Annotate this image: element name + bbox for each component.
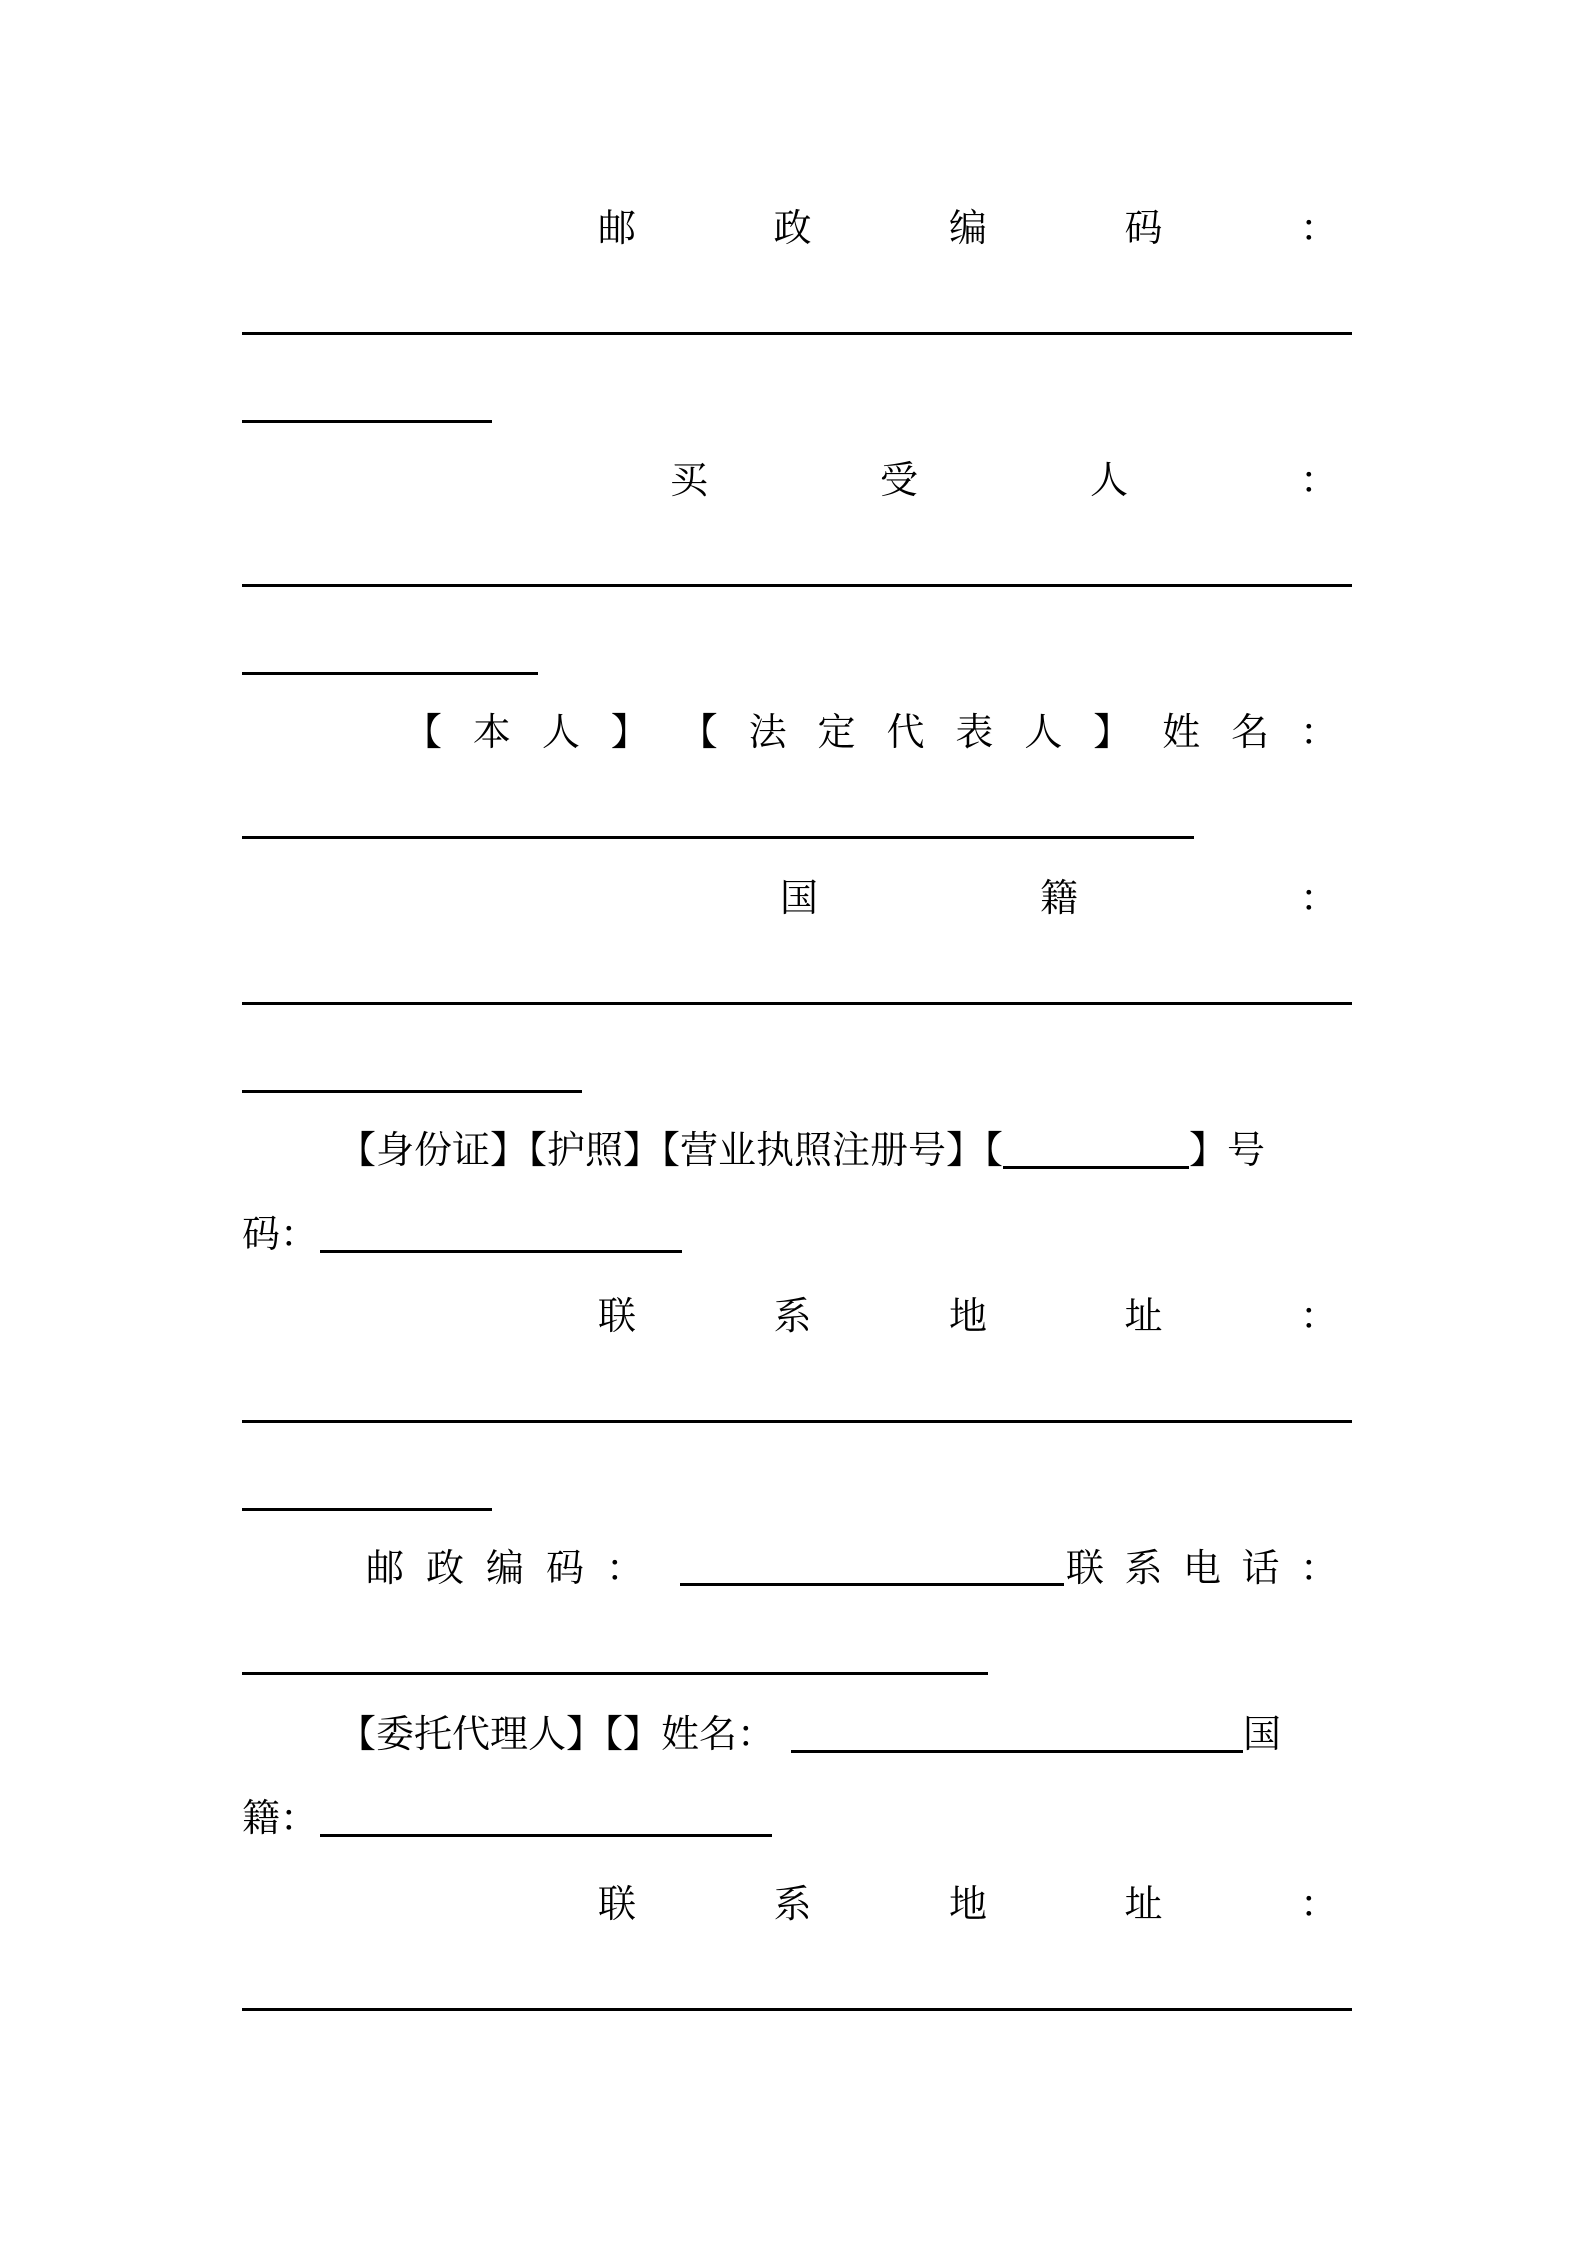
nationality-label: 国 籍 ：: [780, 876, 1338, 920]
id-type-blank[interactable]: [1003, 1166, 1189, 1169]
id-number-blank[interactable]: [320, 1250, 682, 1253]
nationality-blank-line-1[interactable]: [242, 1002, 1352, 1005]
phone-blank-line[interactable]: [242, 1672, 988, 1675]
id-type-options: 【身份证】【护照】【营业执照注册号】【: [338, 1128, 1004, 1172]
address-label-1: 联 系 地 址 ：: [598, 1294, 1338, 1338]
postal-code-label: 邮 政 编 码 ：: [598, 206, 1338, 250]
name-label: 【 本 人 】 【 法 定 代 表 人 】 姓 名 ：: [404, 710, 1338, 754]
phone-label: 联 系 电 话 ：: [1066, 1546, 1338, 1590]
agent-name-label: 【委托代理人】【】姓名：: [338, 1712, 776, 1756]
name-blank-line[interactable]: [242, 836, 1194, 839]
id-number-label-end: 码：: [242, 1212, 319, 1256]
agent-name-line: [338, 1710, 1358, 1758]
agent-nationality-line: [242, 1794, 1352, 1842]
agent-nationality-blank[interactable]: [320, 1834, 772, 1837]
id-type-line: [338, 1126, 1358, 1174]
buyer-blank-line-2[interactable]: [242, 672, 538, 675]
id-number-label-start: 】号: [1189, 1128, 1266, 1172]
agent-nationality-label-start: 国: [1243, 1712, 1282, 1756]
id-number-line: [242, 1210, 1352, 1258]
buyer-blank-line-1[interactable]: [242, 584, 1352, 587]
nationality-blank-line-2[interactable]: [242, 1090, 582, 1093]
agent-nationality-label-end: 籍：: [242, 1796, 319, 1840]
postal-phone-line: [366, 1544, 1346, 1592]
address-label-2: 联 系 地 址 ：: [598, 1882, 1338, 1926]
agent-name-blank[interactable]: [791, 1750, 1243, 1753]
postal-code-blank-2[interactable]: [680, 1583, 1064, 1586]
address-blank-line-1b[interactable]: [242, 1508, 492, 1511]
address-blank-line-2a[interactable]: [242, 2008, 1352, 2011]
postal-code-blank-line-1[interactable]: [242, 332, 1352, 335]
address-blank-line-1a[interactable]: [242, 1420, 1352, 1423]
postal-code-label-2: 邮 政 编 码 ：: [366, 1546, 644, 1590]
postal-code-blank-line-2[interactable]: [242, 420, 492, 423]
buyer-label: 买 受 人 ：: [670, 458, 1338, 502]
